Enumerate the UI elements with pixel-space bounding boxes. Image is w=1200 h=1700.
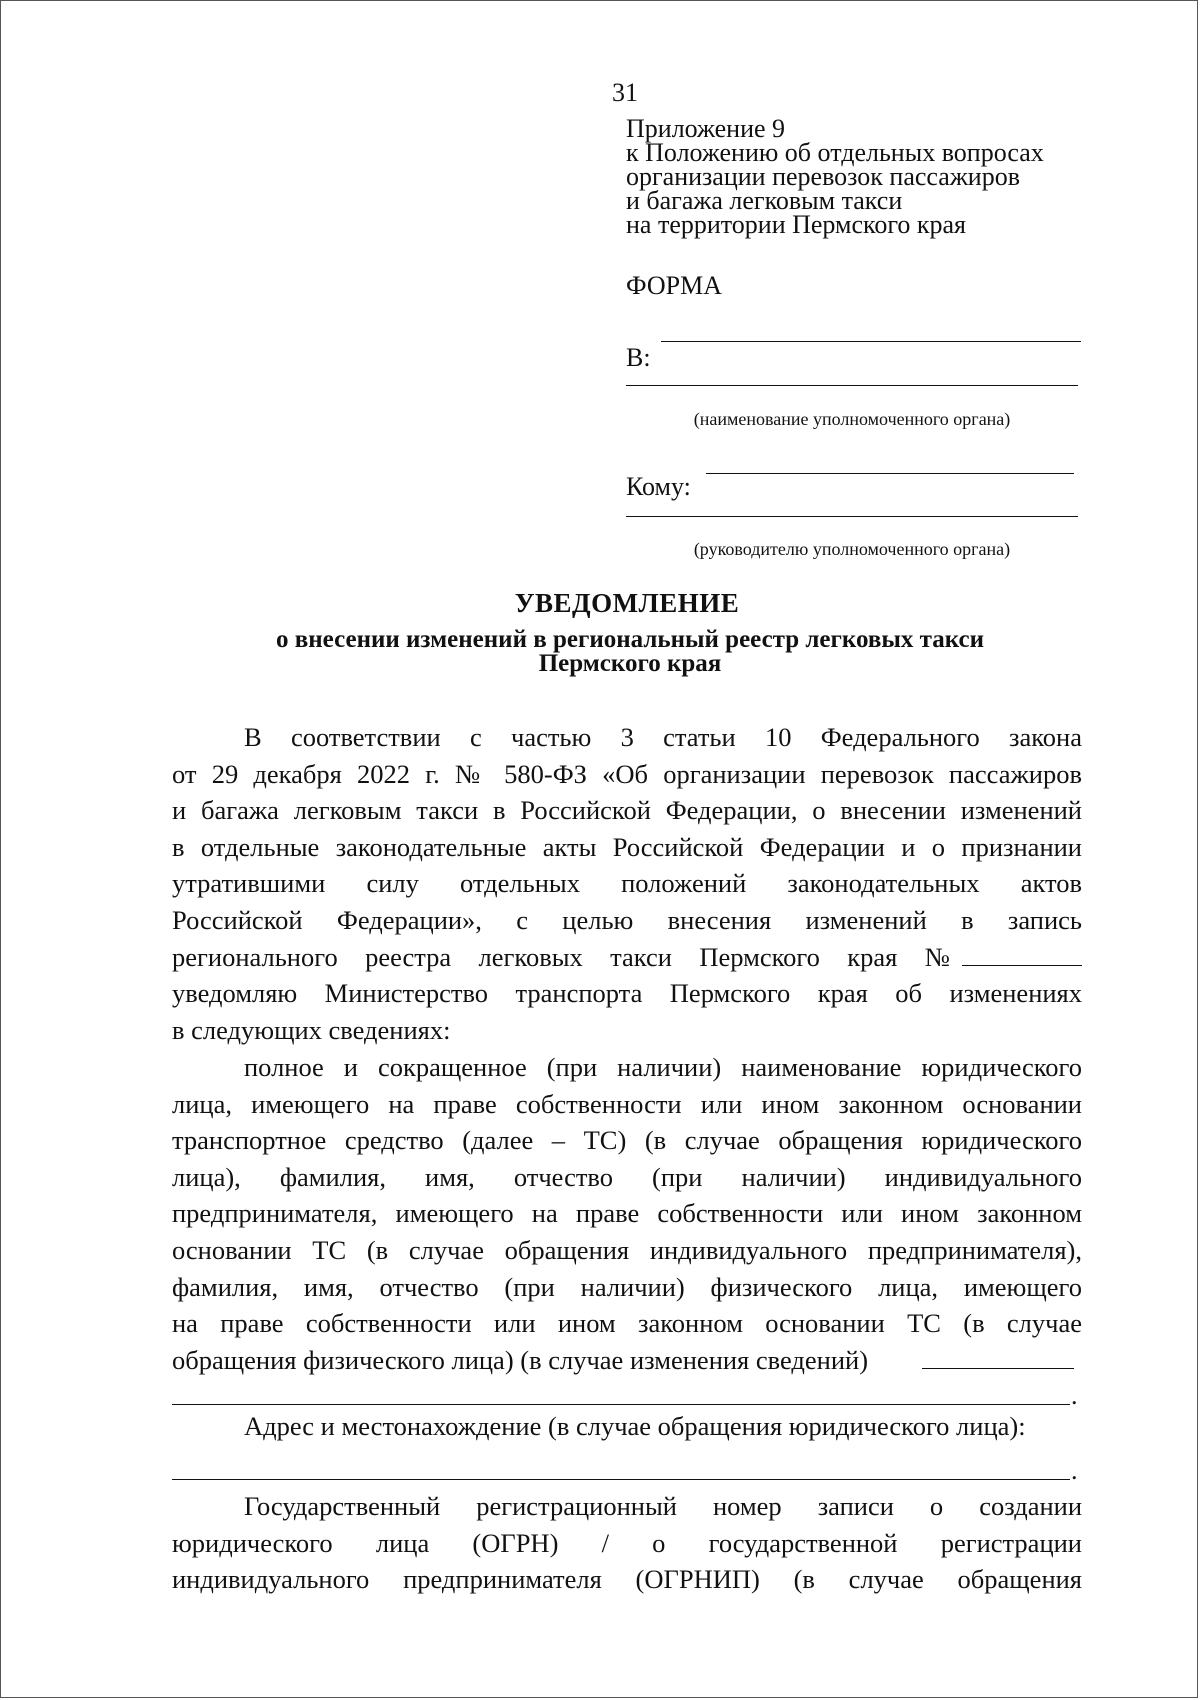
period: . <box>1071 1456 1078 1485</box>
paragraph-line: от 29 декабря 2022 г. № 580-ФЗ «Об организации перевозок пассажиров <box>172 758 1082 789</box>
whom-field-second-line[interactable] <box>626 516 1078 517</box>
paragraph-line: и багажа легковым такси в Российской Федерации, о внесении изменений <box>172 795 1082 826</box>
paragraph-line: юридического лица (ОГРН) / о государственной регистрации <box>172 1527 1082 1558</box>
document-title: УВЕДОМЛЕНИЕ <box>514 588 740 618</box>
form-label: ФОРМА <box>626 271 722 300</box>
to-field-caption: (наименование уполномоченного органа) <box>693 409 1011 429</box>
paragraph-line: индивидуального предпринимателя (ОГРНИП) (в случае обращения <box>172 1564 1082 1595</box>
to-field-second-line[interactable] <box>626 385 1078 386</box>
changes-blank-inline[interactable] <box>922 1368 1074 1369</box>
page-number: 31 <box>612 78 638 107</box>
paragraph-line: Государственный регистрационный номер записи о создании <box>244 1491 1082 1521</box>
whom-field-input-line[interactable] <box>706 473 1074 474</box>
appendix-line: Приложение 9 <box>626 114 786 143</box>
appendix-line: и багажа легковым такси <box>626 186 903 215</box>
appendix-line: к Положению об отдельных вопросах <box>626 138 1044 167</box>
to-field-input-line[interactable] <box>661 341 1081 342</box>
paragraph-line: на праве собственности или ином законном основании ТС (в случае <box>172 1308 1082 1339</box>
appendix-header <box>626 114 1044 239</box>
paragraph-2 <box>172 1049 1082 1378</box>
address-blank-line[interactable] <box>172 1479 1070 1480</box>
paragraph-line: полное и сокращенное (при наличии) наименование юридического <box>244 1052 1082 1082</box>
changes-blank-line[interactable] <box>172 1404 1070 1405</box>
paragraph-4 <box>172 1488 1082 1598</box>
paragraph-line: Российской Федерации», с целью внесения изменений в запись <box>172 904 1082 935</box>
appendix-line: на территории Пермского края <box>626 210 966 239</box>
whom-field-label: Кому: <box>626 472 691 501</box>
paragraph-3: Адрес и местонахождение (в случае обращения юридического лица): <box>244 1411 1026 1441</box>
subtitle-line: Пермского края <box>538 650 722 677</box>
paragraph-line: предпринимателя, имеющего на праве собственности или ином законном <box>172 1198 1082 1229</box>
period: . <box>1071 1381 1078 1410</box>
paragraph-line: лица, имеющего на праве собственности или ином законном основании <box>172 1088 1082 1119</box>
paragraph-line: В соответствии с частью 3 статьи 10 Федерального закона <box>244 722 1082 752</box>
whom-field-caption: (руководителю уполномоченного органа) <box>693 539 1011 559</box>
paragraph-line: утратившими силу отдельных положений законодательных актов <box>172 868 1082 899</box>
subtitle-line: о внесении изменений в региональный реестр легковых такси <box>276 626 984 653</box>
paragraph-line: в следующих сведениях: <box>172 1014 451 1045</box>
paragraph-line: фамилия, имя, отчество (при наличии) физического лица, имеющего <box>172 1271 1082 1302</box>
paragraph-1 <box>172 719 1082 1048</box>
paragraph-line: в отдельные законодательные акты Российской Федерации и о признании <box>172 831 1082 862</box>
to-field-label: В: <box>626 343 651 372</box>
paragraph-line: обращения физического лица) (в случае изменения сведений) <box>172 1344 869 1375</box>
document-subtitle <box>180 628 1080 676</box>
paragraph-line: основании ТС (в случае обращения индивидуального предпринимателя), <box>172 1234 1082 1265</box>
appendix-line: организации перевозок пассажиров <box>626 162 1020 191</box>
paragraph-line: уведомляю Министерство транспорта Пермского края об изменениях <box>172 978 1082 1009</box>
paragraph-line: транспортное средство (далее – ТС) (в случае обращения юридического <box>172 1125 1082 1156</box>
registry-number-blank[interactable] <box>962 965 1082 966</box>
paragraph-line: регионального реестра легковых такси Пермского края № <box>172 941 950 972</box>
paragraph-line: лица), фамилия, имя, отчество (при наличии) индивидуального <box>172 1161 1082 1192</box>
